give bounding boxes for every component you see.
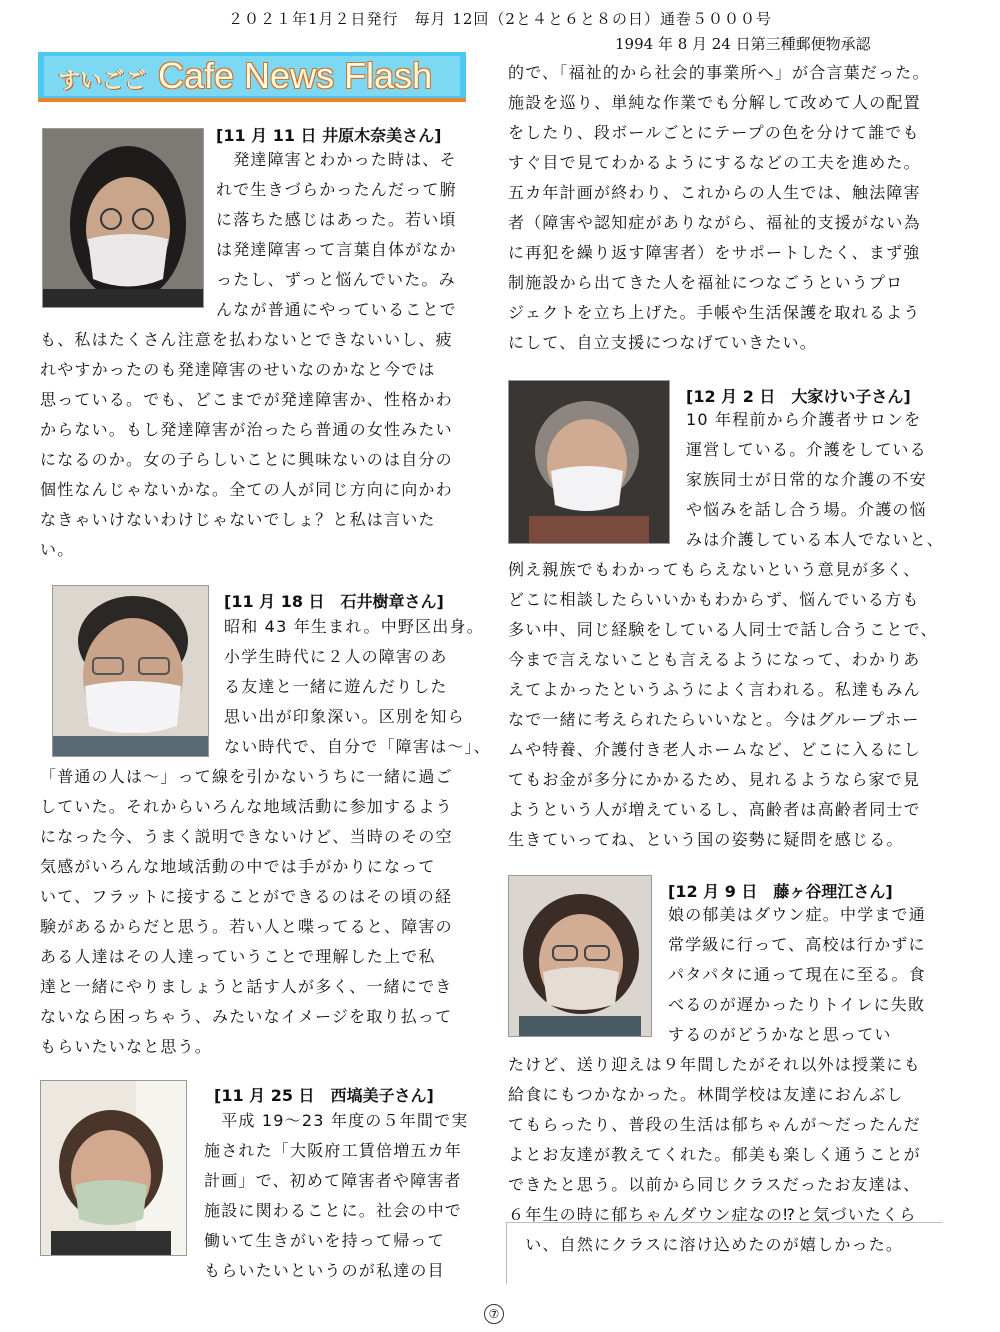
text-line: 働いて生きがいを持って帰って xyxy=(204,1231,445,1250)
text-line: 小学生時代に２人の障害のあ xyxy=(224,647,448,666)
banner-title-en: Cafe News Flash xyxy=(158,55,433,96)
article-body-wrap xyxy=(668,900,926,1050)
text-line: 家族同士が日常的な介護の不安 xyxy=(686,470,927,489)
article-body-wrap xyxy=(216,145,457,325)
text-line: ジェクトを立ち上げた。手帳や生活保護を取れるよう xyxy=(508,303,921,322)
article-heading: [11 月 18 日 石井樹章さん] xyxy=(224,592,444,611)
text-line: 計画」で、初めて障害者や障害者 xyxy=(204,1171,462,1190)
postal-approval: 1994 年 8 月 24 日第三種郵便物承認 xyxy=(615,35,871,53)
text-line: や悩みを話し合う場。介護の悩 xyxy=(686,500,927,519)
text-line: 運営している。介護をしている xyxy=(686,440,927,459)
text-line: 今まで言えないことも言えるようになって、わかりあ xyxy=(508,650,921,669)
article-body-full xyxy=(40,325,453,565)
text-line: は発達障害って言葉自体がなか xyxy=(216,240,457,259)
article-body-wrap xyxy=(224,612,491,762)
text-line: ６年生の時に郁ちゃんダウン症なの⁉と気づいたくら xyxy=(508,1205,917,1224)
issue-info: ２０２１年1月２日発行 毎月 12回（2と４と６と８の日）通巻５０００号 xyxy=(228,10,772,28)
text-line: もらいたいなと思う。 xyxy=(40,1037,213,1056)
text-line: 例え親族でもわかってもらえないという意見が多く、 xyxy=(508,560,921,579)
text-line: 施設に関わることに。社会の中で xyxy=(204,1201,463,1220)
text-line: なで一緒に考えられたらいいなと。今はグループホー xyxy=(508,710,920,729)
text-line: れやすかったのも発達障害のせいなのかなと今では xyxy=(40,360,436,379)
article-heading: [12 月 9 日 藤ヶ谷理江さん] xyxy=(668,882,893,901)
text-line: なきゃいけないわけじゃないでしょ？と私は言いた xyxy=(40,510,436,529)
text-line: 給食にもつかなかった。林間学校は友達におんぶし xyxy=(508,1085,904,1104)
article-body-full xyxy=(508,555,938,855)
text-line: 思っている。でも、どこまでが発達障害か、性格かわ xyxy=(40,390,453,409)
text-line: 的で、「福祉的から社会的事業所へ」が合言葉だった。 xyxy=(508,63,930,82)
text-line: えてよかったというふうによく言われる。私達もみん xyxy=(508,680,921,699)
text-line: できたと思う。以前から同じクラスだったお友達は、 xyxy=(508,1175,921,1194)
text-line: てもお金が多分にかかるため、見れるようなら家で見 xyxy=(508,770,921,789)
text-line: パタパタに通って現在に至る。食 xyxy=(668,965,926,984)
text-line: 五カ年計画が終わり、これからの人生では、触法障害 xyxy=(508,183,921,202)
text-line: る友達と一緒に遊んだりした xyxy=(224,677,448,696)
text-line: 昭和 43 年生まれ。中野区出身。 xyxy=(224,617,484,636)
text-line: い、自然にクラスに溶け込めたのが嬉しかった。 xyxy=(508,1235,904,1254)
text-line: 平成 19～23 年度の５年間で実 xyxy=(204,1111,469,1130)
text-line: 娘の郁美はダウン症。中学まで通 xyxy=(668,905,927,924)
article-body-full xyxy=(40,762,453,1062)
text-line: 個性なんじゃないかな。全ての人が同じ方向に向かわ xyxy=(40,480,453,499)
text-line: んなが普通にやっていることで xyxy=(216,300,457,319)
person-mask-photo xyxy=(508,380,670,544)
text-line: たけど、送り迎えは９年間したがそれ以外は授業にも xyxy=(508,1055,921,1074)
text-line: 者（障害や認知症がありながら、福祉的支援がない為 xyxy=(508,213,921,232)
text-line: ない時代で、自分で「障害は～」、 xyxy=(224,737,491,756)
person-glasses-mask-photo xyxy=(508,875,652,1037)
text-line: からない。もし発達障害が治ったら普通の女性みたい xyxy=(40,420,453,439)
text-line: 施された「大阪府工賃倍増五カ年 xyxy=(204,1141,463,1160)
text-line: 発達障害とわかった時は、そ xyxy=(216,150,457,169)
text-line: 10 年程前から介護者サロンを xyxy=(686,410,922,429)
text-line: ムや特養、介護付き老人ホームなど、どこに入るにし xyxy=(508,740,921,759)
text-line: 多い中、同じ経験をしている人同士で話し合うことで、 xyxy=(508,620,938,639)
text-line: にして、自立支援につなげていきたい。 xyxy=(508,333,817,352)
person-mask-photo xyxy=(40,1080,187,1256)
text-line: 制施設から出てきた人を福祉につなごうというプロ xyxy=(508,273,904,292)
text-line: になった今、うまく説明できないけど、当時のその空 xyxy=(40,827,453,846)
text-line: ようという人が増えているし、高齢者は高齢者同士で xyxy=(508,800,921,819)
text-line: に落ちた感じはあった。若い頃 xyxy=(216,210,457,229)
text-line: していた。それからいろんな地域活動に参加するよう xyxy=(40,797,453,816)
text-line: 思い出が印象深い。区別を知ら xyxy=(224,707,465,726)
text-line: になるのか。女の子らしいことに興味ないのは自分の xyxy=(40,450,453,469)
text-line: い。 xyxy=(40,540,75,559)
text-frame xyxy=(506,1222,942,1284)
text-line: みは介護している本人でないと、 xyxy=(686,530,945,549)
text-line: てもらったり、普段の生活は郁ちゃんが～だったんだ xyxy=(508,1115,921,1134)
text-line: もらいたいというのが私達の目 xyxy=(204,1261,445,1280)
article-body-wrap xyxy=(686,405,944,555)
text-line: ある人達はその人達っていうことで理解した上で私 xyxy=(40,947,436,966)
text-line: するのがどうかなと思ってい xyxy=(668,1025,892,1044)
text-line: 生きていってね、という国の姿勢に疑問を感じる。 xyxy=(508,830,904,849)
text-line: 施設を巡り、単純な作業でも分解して改めて人の配置 xyxy=(508,93,921,112)
text-line: をしたり、段ボールごとにテープの色を分けて誰でも xyxy=(508,123,920,142)
page-number: ⑦ xyxy=(484,1304,504,1324)
text-line: 気感がいろんな地域活動の中では手がかりになって xyxy=(40,857,436,876)
text-line: 達と一緒にやりましょうと話す人が多く、一緒にでき xyxy=(40,977,453,996)
text-line: どこに相談したらいいかもわからず、悩んでいる方も xyxy=(508,590,920,609)
text-line: 「普通の人は～」って線を引かないうちに一緒に過ご xyxy=(40,767,453,786)
article-body-wrap xyxy=(204,1106,469,1286)
text-line: も、私はたくさん注意を払わないとできないいし、疲 xyxy=(40,330,453,349)
text-line: 験があるからだと思う。若い人と喋ってると、障害の xyxy=(40,917,453,936)
text-line: すぐ目で見てわかるようにするなどの工夫を進めた。 xyxy=(508,153,921,172)
person-glasses-mask-photo xyxy=(52,585,209,757)
text-line: 常学級に行って、高校は行かずに xyxy=(668,935,926,954)
text-line: ったし、ずっと悩んでいた。み xyxy=(216,270,456,289)
banner-title-jp: すいごご xyxy=(58,68,147,94)
newsletter-banner xyxy=(38,52,466,102)
text-line: れで生きづらかったんだって腑 xyxy=(216,180,457,199)
text-line: よとお友達が教えてくれた。郁美も楽しく通うことが xyxy=(508,1145,921,1164)
person-glasses-mask-photo xyxy=(42,128,204,308)
article-heading: [11 月 11 日 井原木奈美さん] xyxy=(216,126,442,145)
article-heading: [11 月 25 日 西塙美子さん] xyxy=(214,1086,434,1105)
article-continued xyxy=(508,58,930,358)
text-line: べるのが遅かったりトイレに失敗 xyxy=(668,995,926,1014)
text-line: に再犯を繰り返す障害者）をサポートしたく、まず強 xyxy=(508,243,921,262)
text-line: ないなら困っちゃう、みたいなイメージを取り払って xyxy=(40,1007,453,1026)
text-line: いて、フラットに接することができるのはその頃の経 xyxy=(40,887,453,906)
article-heading: [12 月 2 日 大家けい子さん] xyxy=(686,387,911,406)
